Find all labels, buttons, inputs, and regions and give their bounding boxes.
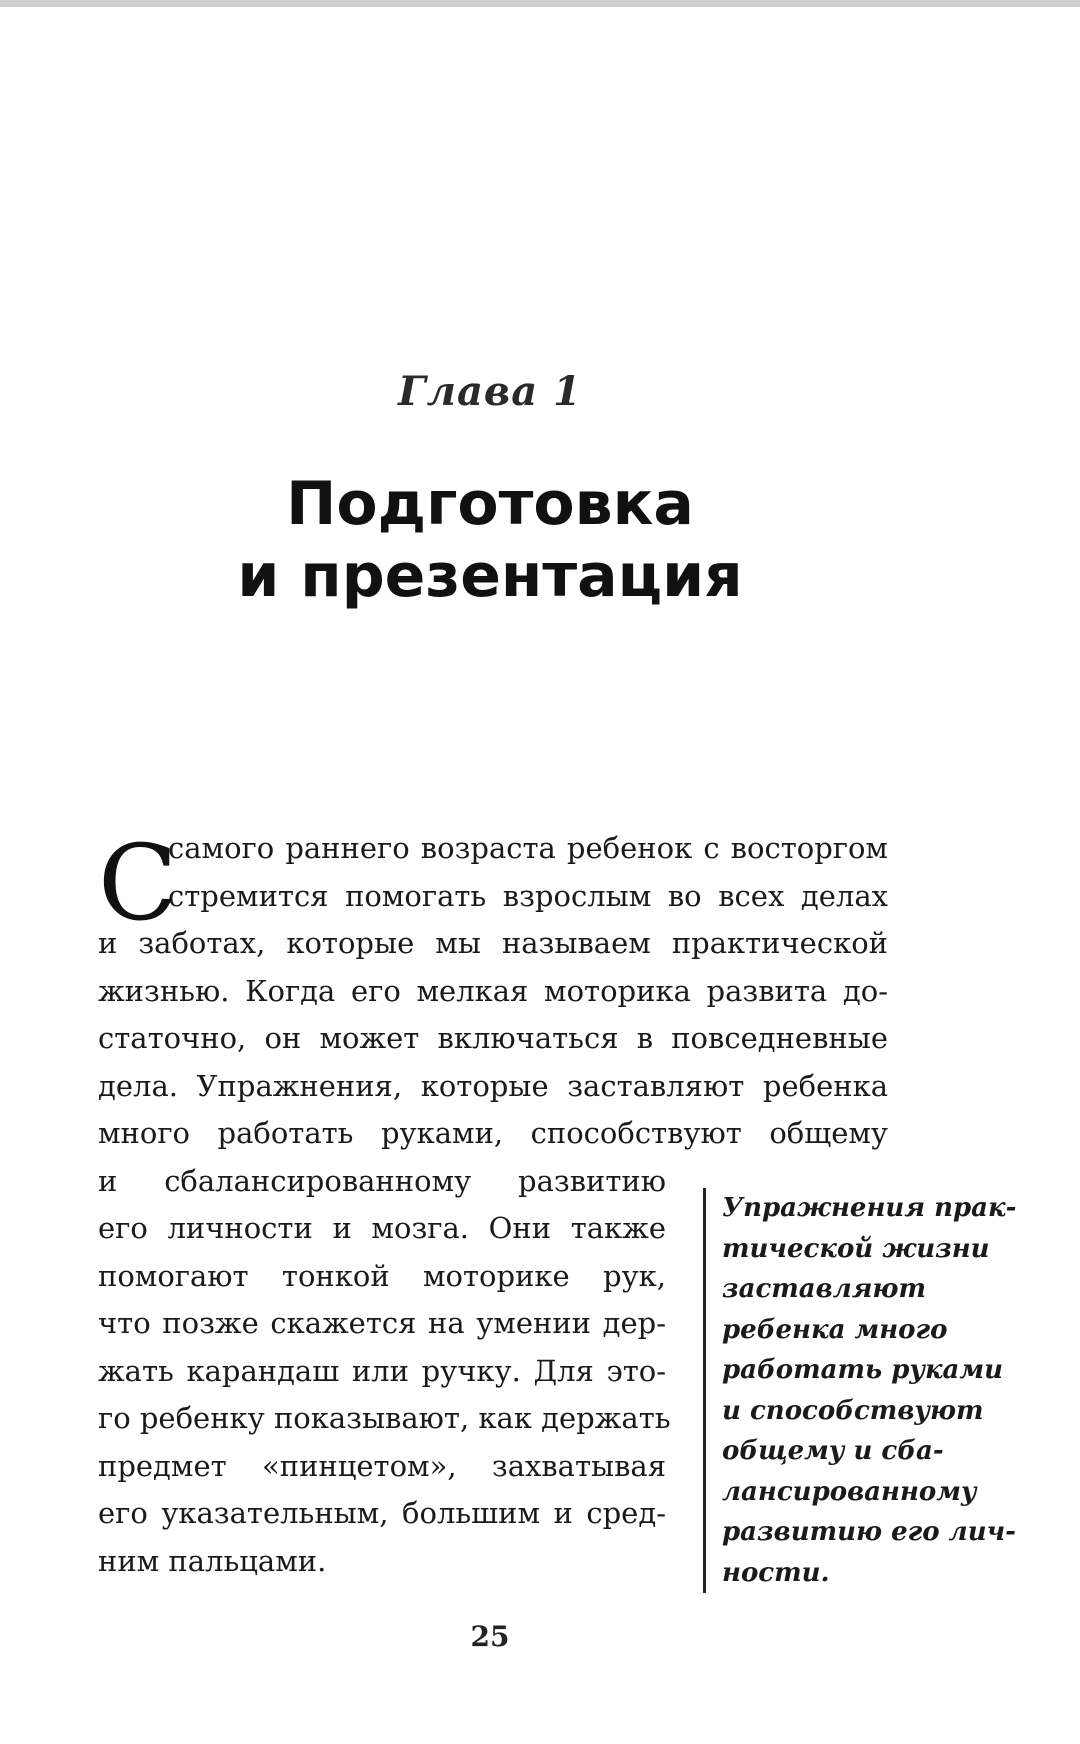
- body-line: жать карандаш или ручку. Для это-: [98, 1353, 666, 1388]
- chapter-title-line: и презентация: [237, 541, 743, 611]
- sidebar-line: ности.: [722, 1557, 830, 1588]
- chapter-label: Глава 1: [398, 368, 582, 415]
- body-line: и заботах, которые мы называем практической: [98, 926, 888, 960]
- chapter-title: [0, 468, 980, 612]
- body-line: и сбалансированному развитию: [98, 1163, 666, 1198]
- body-line: го ребенку показывают, как держать: [98, 1401, 671, 1435]
- body-line: ним пальцами.: [98, 1543, 327, 1578]
- sidebar-line: работать руками: [722, 1355, 1004, 1385]
- body-line: стремится помогать взрослым во всех делах: [168, 878, 888, 913]
- drop-cap: С: [98, 822, 178, 944]
- sidebar-line: лансированному: [722, 1476, 977, 1507]
- body-line: помогают тонкой моторике рук,: [98, 1258, 666, 1293]
- body-line: предмет «пинцетом», захватывая: [98, 1448, 666, 1483]
- chapter-title-line: Подготовка: [286, 469, 694, 539]
- sidebar-callout: [703, 1188, 1017, 1593]
- body-line: самого раннего возраста ребенок с восторгом: [168, 831, 888, 865]
- body-line: его указательным, большим и сред-: [98, 1496, 666, 1530]
- body-line: дела. Упражнения, которые заставляют ребенка: [98, 1068, 888, 1103]
- sidebar-line: Упражнения прак-: [722, 1193, 1017, 1223]
- sidebar-line: и способствуют: [722, 1395, 984, 1426]
- page-top-edge: [0, 0, 1080, 7]
- body-line: его личности и мозга. Они также: [98, 1211, 666, 1245]
- page-number: 25: [470, 1620, 510, 1653]
- sidebar-line: общему и сба-: [722, 1436, 944, 1466]
- sidebar-line: заставляют: [722, 1274, 926, 1304]
- body-line: что позже скажется на умении дер-: [98, 1306, 666, 1340]
- body-line: много работать руками, способствуют общему: [98, 1116, 888, 1150]
- body-line: статочно, он может включаться в повседневные: [98, 1021, 888, 1055]
- sidebar-line: тической жизни: [722, 1233, 990, 1264]
- body-line: жизнью. Когда его мелкая моторика развита до-: [98, 973, 888, 1008]
- sidebar-line: развитию его лич-: [722, 1517, 1016, 1547]
- sidebar-line: ребенка много: [722, 1314, 948, 1345]
